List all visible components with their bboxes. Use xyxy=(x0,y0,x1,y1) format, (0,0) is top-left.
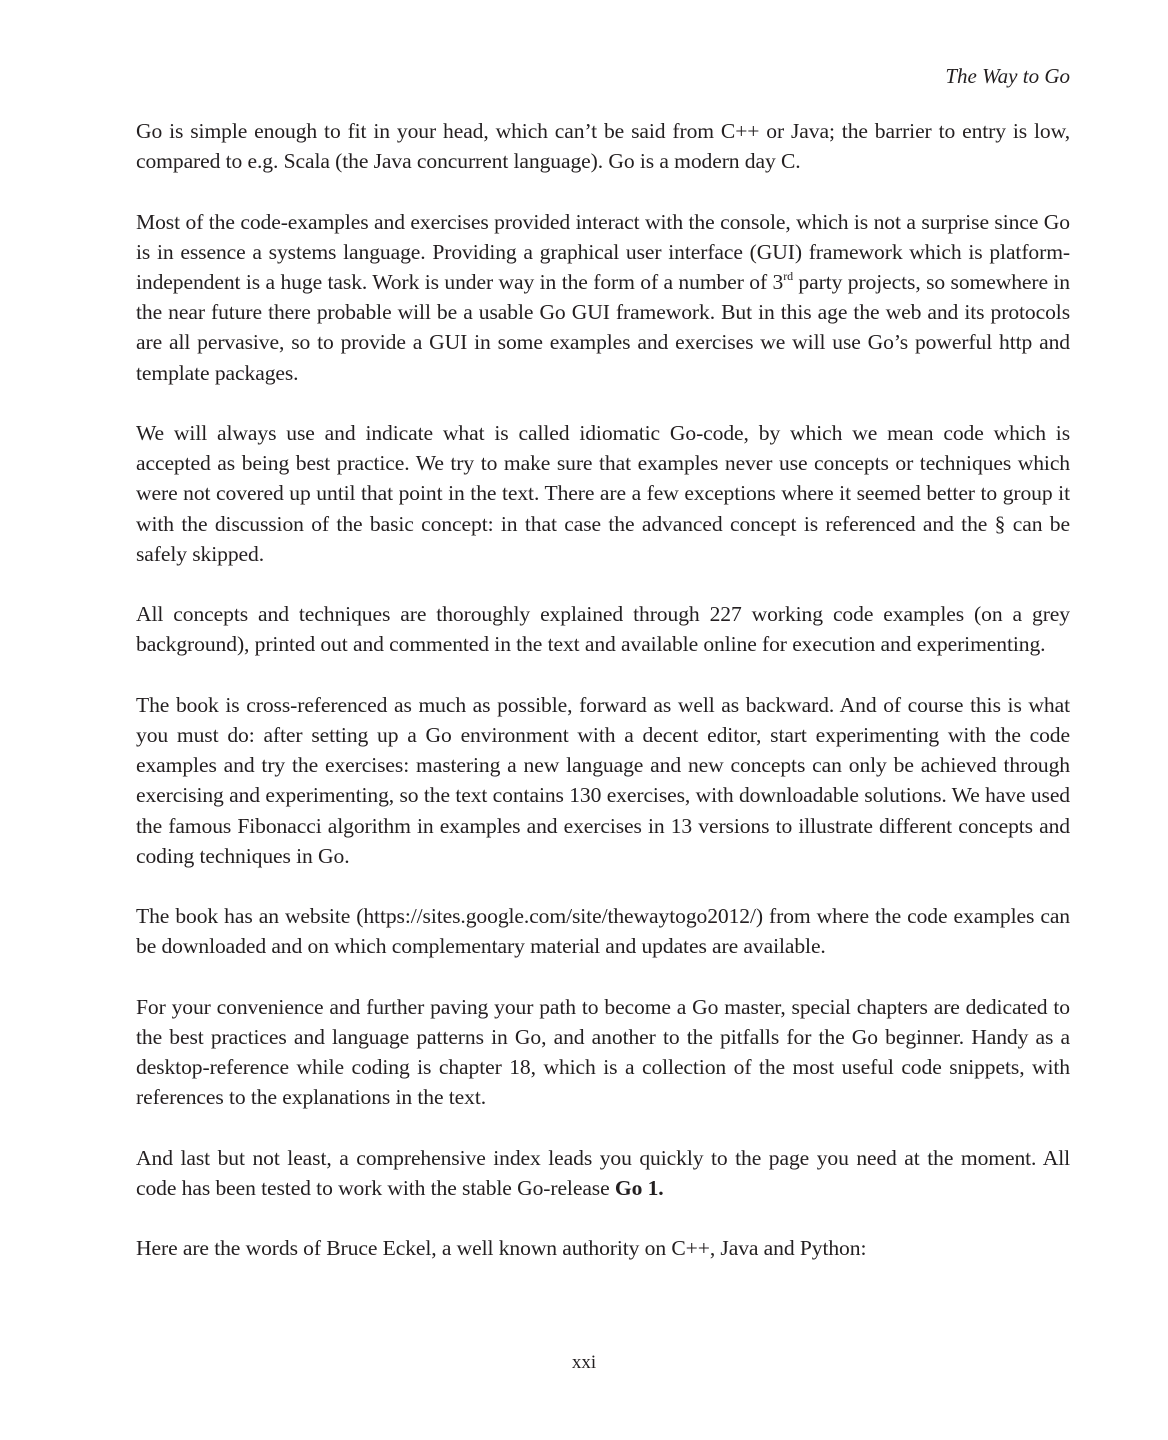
paragraph-special-chapters: For your convenience and further paving your path to become a Go master, special chapters are dedicated to the best practices and language patterns in Go, and another to the pitfalls for the Go beginner. Handy as a desktop-reference while coding is chapter 18, which is a collection of the most useful code snippets, with references to the explanations in the text. xyxy=(136,994,1070,1110)
paragraph-code-examples: All concepts and techniques are thoroughly explained through 227 working code examples (on a grey background), printed out and commented in the text and available online for execution and experimenting. xyxy=(136,602,1070,657)
paragraph-text: party projects, so somewhere in the near future there probable will be a usable Go GUI framework. But in this age the web and its protocols are all pervasive, so to provide a GUI in some examples and exercises we will use Go’s powerful http and template packages. xyxy=(136,270,1070,385)
paragraph-simplicity: Go is simple enough to fit in your head, which can’t be said from C++ or Java; the barrier to entry is low, compared to e.g. Scala (the Java concurrent language). Go is a modern day C. xyxy=(136,119,1070,174)
paragraph-text: Most of the code-examples and exercises provided interact with the console, which is not a surprise since Go is in essence a systems language. Providing a graphical user interface (GUI) framework which is platform-independent is a huge task. Work is under way in the form of a number of 3 xyxy=(136,209,1070,294)
running-header: The Way to Go xyxy=(945,64,1070,88)
superscript: rd xyxy=(783,269,793,283)
paragraph-idiomatic: We will always use and indicate what is called idiomatic Go-code, by which we mean code which is accepted as being best practice. We try to make sure that examples never use concepts or techniques which were not covered up until that point in the text. There are a few exceptions where it seemed better to group it with the discussion of the basic concept: in that case the advanced concept is referenced and the § can be safely skipped. xyxy=(136,421,1070,566)
body-text xyxy=(136,116,1070,1294)
paragraph-website: The book has an website (https://sites.google.com/site/thewaytogo2012/) from where the code examples can be downloaded and on which complementary material and updates are available. xyxy=(136,904,1070,959)
paragraph-console-gui xyxy=(136,207,1070,388)
paragraph-cross-reference: The book is cross-referenced as much as possible, forward as well as backward. And of course this is what you must do: after setting up a Go environment with a decent editor, start experimenting with the code examples and try the exercises: mastering a new language and new concepts can only be achieved through exercising and experimenting, so the text contains 130 exercises, with downloadable solutions. We have used the famous Fibonacci algorithm in examples and exercises in 13 versions to illustrate different concepts and coding techniques in Go. xyxy=(136,692,1070,868)
paragraph-text: And last but not least, a comprehensive index leads you quickly to the page you need at the moment. All code has been tested to work with the stable Go-release xyxy=(136,1145,1070,1200)
paragraph-index xyxy=(136,1143,1070,1203)
bold-release: Go 1. xyxy=(614,1176,664,1200)
page-number: xxi xyxy=(571,1352,597,1373)
paragraph-bruce-eckel: Here are the words of Bruce Eckel, a well known authority on C++, Java and Python: xyxy=(136,1236,867,1261)
